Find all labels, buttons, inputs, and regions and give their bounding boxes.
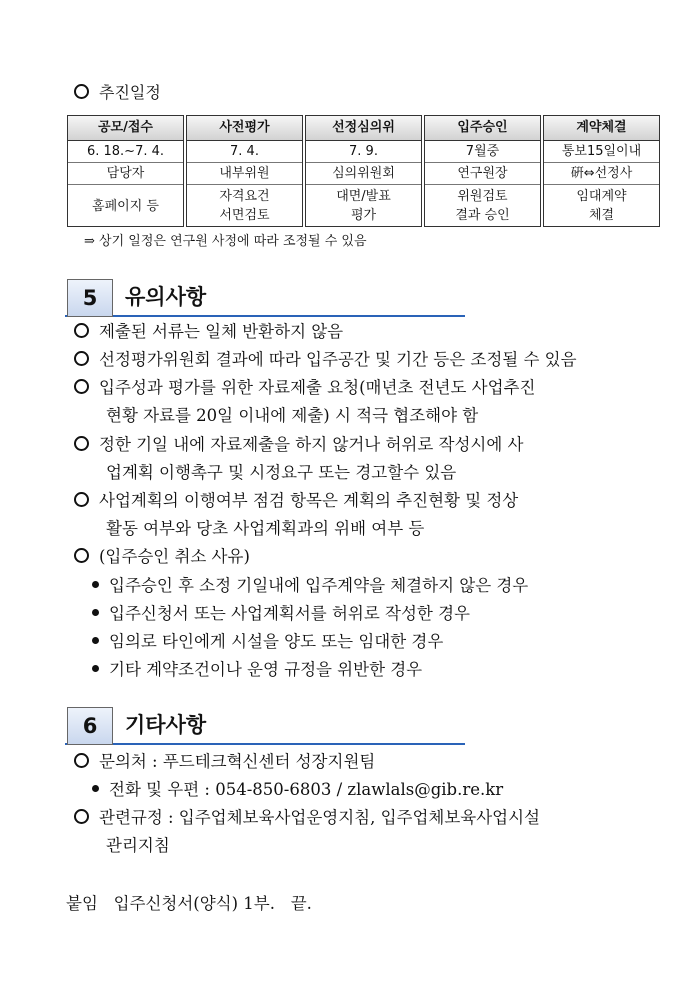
step-detail-line: 자격요건 [219, 189, 270, 204]
schedule-title [74, 80, 161, 103]
step-detail-line: 결과 승인 [455, 208, 510, 223]
step-date: 7. 4. [187, 141, 302, 163]
cancel-reason-3 [92, 628, 443, 656]
item-text: 입주성과 평가를 위한 자료제출 요청(매년초 전년도 사업추진 [99, 378, 536, 397]
circle-bullet-icon [74, 753, 89, 768]
step-detail-line: 평가 [350, 208, 377, 223]
item-text-continued: 관리지침 [106, 836, 170, 855]
item-text: 사업계획의 이행여부 점검 항목은 계획의 추진현황 및 정상 [99, 491, 519, 510]
dot-bullet-icon [92, 665, 99, 672]
section-number: 5 [67, 279, 113, 317]
step-owner: 硏⇔선정사 [544, 163, 659, 185]
attachment-line: 붙임 입주신청서(양식) 1부. 끝. [66, 894, 312, 913]
item-text-continued: 활동 여부와 당초 사업계획과의 위배 여부 등 [106, 519, 425, 538]
item-text: 관련규정 : 입주업체보육사업운영지침, 입주업체보육사업시설 [99, 808, 540, 827]
step-owner: 담당자 [68, 163, 183, 185]
schedule-title-text: 추진일정 [99, 83, 161, 102]
bullet-text: 기타 계약조건이나 운영 규정을 위반한 경우 [109, 660, 423, 679]
step-detail [544, 185, 659, 226]
dot-bullet-icon [92, 785, 99, 792]
contact-item [74, 748, 654, 776]
item-text: 제출된 서류는 일체 반환하지 않음 [99, 322, 344, 341]
step-detail-line: 체결 [588, 208, 615, 223]
bullet-text: 입주신청서 또는 사업계획서를 허위로 작성한 경우 [109, 604, 470, 623]
circle-bullet-icon [74, 84, 89, 99]
cancel-reason-2 [92, 600, 470, 628]
step-detail [187, 185, 302, 226]
step-owner: 내부위원 [187, 163, 302, 185]
step-header: 입주승인 [425, 116, 540, 141]
notice-item-1 [74, 318, 654, 346]
step-date: 7. 9. [306, 141, 421, 163]
notice-item-4 [74, 431, 654, 459]
rules-item [74, 804, 654, 832]
notice-item-5 [74, 487, 654, 515]
cancel-reason-4 [92, 656, 422, 684]
item-text: 선정평가위원회 결과에 따라 입주공간 및 기간 등은 조정될 수 있음 [99, 350, 577, 369]
cancel-reason-1 [92, 572, 528, 600]
schedule-step-3 [305, 115, 422, 227]
step-detail-line: 대면/발표 [336, 189, 391, 204]
schedule-step-2 [186, 115, 303, 227]
step-detail-line: 홈페이지 등 [92, 198, 159, 214]
circle-bullet-icon [74, 323, 89, 338]
item-text: 정한 기일 내에 자료제출을 하지 않거나 허위로 작성시에 사 [99, 435, 524, 454]
item-text: 문의처 : 푸드테크혁신센터 성장지원팀 [99, 752, 376, 771]
step-header: 공모/접수 [68, 116, 183, 141]
step-header: 계약체결 [544, 116, 659, 141]
circle-bullet-icon [74, 809, 89, 824]
step-detail-line: 위원검토 [457, 189, 508, 204]
bullet-text: 임의로 타인에게 시설을 양도 또는 임대한 경우 [109, 632, 444, 651]
step-date: 통보15일이내 [544, 141, 659, 163]
step-header: 선정심의위 [306, 116, 421, 141]
step-detail [306, 185, 421, 226]
circle-bullet-icon [74, 351, 89, 366]
step-date: 6. 18.~7. 4. [68, 141, 183, 163]
section-6-header [65, 707, 465, 745]
notice-item-2 [74, 346, 654, 374]
circle-bullet-icon [74, 492, 89, 507]
schedule-step-4 [424, 115, 541, 227]
dot-bullet-icon [92, 637, 99, 644]
step-header: 사전평가 [187, 116, 302, 141]
item-text: (입주승인 취소 사유) [99, 547, 250, 566]
section-title: 유의사항 [125, 285, 207, 309]
circle-bullet-icon [74, 379, 89, 394]
dot-bullet-icon [92, 609, 99, 616]
schedule-step-1 [67, 115, 184, 227]
section-5-header [65, 279, 465, 317]
step-date: 7월중 [425, 141, 540, 163]
section-number: 6 [67, 707, 113, 745]
dot-bullet-icon [92, 581, 99, 588]
schedule-note: ⇒ 상기 일정은 연구원 사정에 따라 조정될 수 있음 [84, 234, 367, 249]
bullet-text: 입주승인 후 소정 기일내에 입주계약을 체결하지 않은 경우 [109, 576, 529, 595]
notice-item-6 [74, 543, 654, 571]
step-detail-line: 임대계약 [576, 189, 627, 204]
schedule-step-5 [543, 115, 660, 227]
item-text-continued: 업계획 이행촉구 및 시정요구 또는 경고할수 있음 [106, 463, 457, 482]
step-owner: 심의위원회 [306, 163, 421, 185]
circle-bullet-icon [74, 436, 89, 451]
step-owner: 연구원장 [425, 163, 540, 185]
step-detail-line: 서면검토 [219, 208, 270, 223]
step-detail [68, 185, 183, 226]
notice-item-3 [74, 374, 654, 402]
phone-item [92, 776, 503, 804]
section-title: 기타사항 [125, 713, 207, 737]
step-detail [425, 185, 540, 226]
bullet-text: 전화 및 우편 : 054-850-6803 / zlawlals@gib.re.kr [109, 780, 504, 799]
circle-bullet-icon [74, 548, 89, 563]
item-text-continued: 현황 자료를 20일 이내에 제출) 시 적극 협조해야 함 [106, 406, 479, 425]
